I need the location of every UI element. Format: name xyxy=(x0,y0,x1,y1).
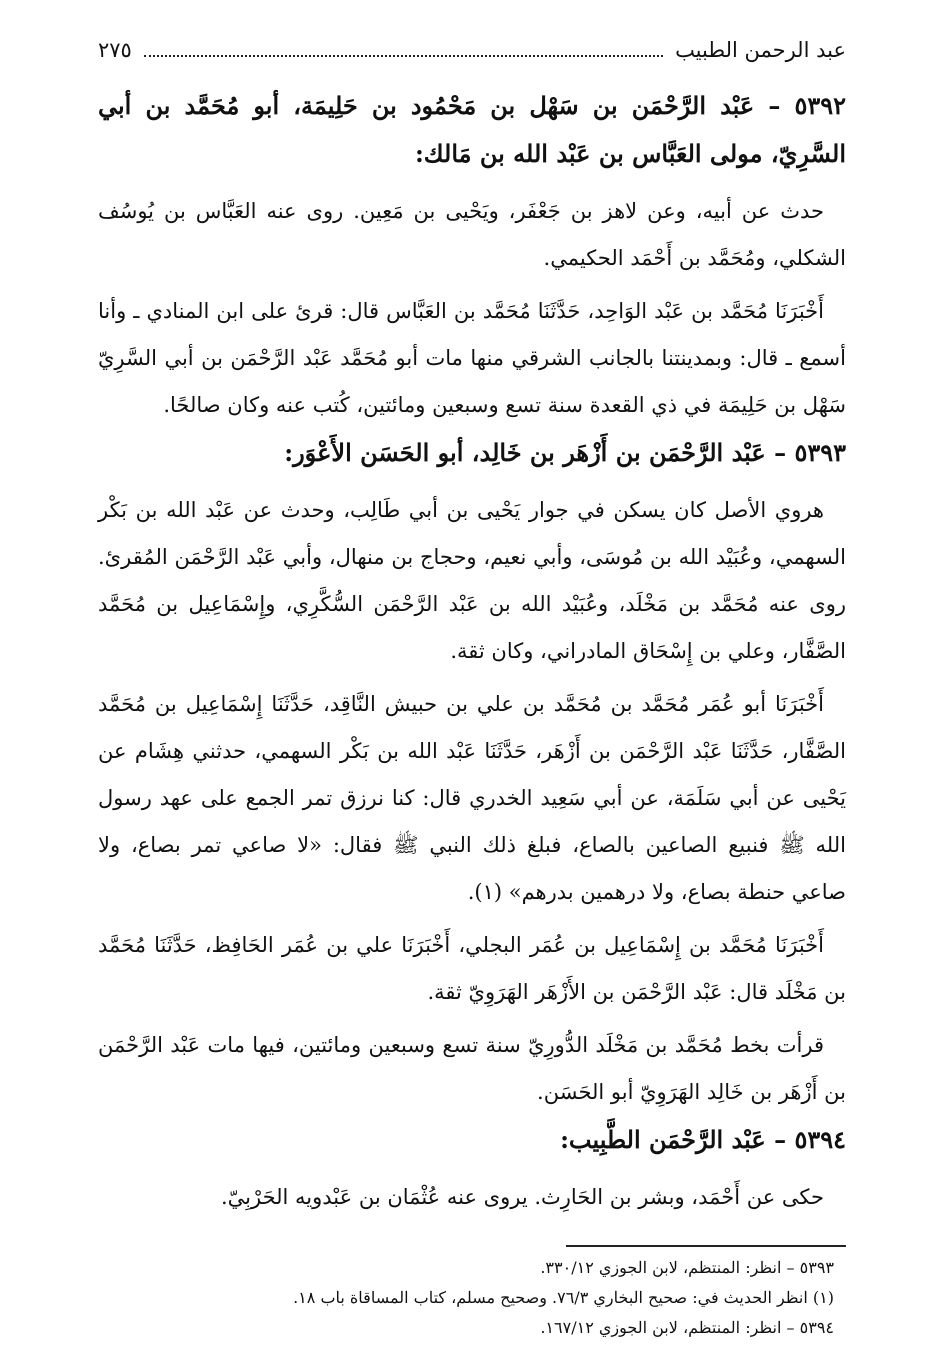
entry-paragraph: هروي الأصل كان يسكن في جوار يَحْيى بن أبي طَالِب، وحدث عن عَبْد الله بن بَكْر السهمي، وعُبَيْد الله بن مُوسَى، وأبي نعيم، وحجاج بن منهال، وأبي عَبْد الرَّحْمَن المُقرئ. روى عنه مُحَمَّد بن مَخْلَد، وعُبَيْد الله بن عَبْد الرَّحْمَن السُّكَّرِي، وإِسْمَاعِيل بن مُحَمَّد الصَّفَّار، وعلي بن إِسْحَاق المادراني، وكان ثقة. xyxy=(98,498,846,663)
entry-5392 xyxy=(98,82,846,429)
page-number: ٢٧٥ xyxy=(98,38,132,62)
entry-paragraph: حكى عن أَحْمَد، وبشر بن الحَارِث. يروى عنه عُثْمَان بن عَبْدويه الحَرْبِيّ. xyxy=(220,1185,824,1209)
leader-dots xyxy=(144,55,663,57)
entry-paragraph: حدث عن أبيه، وعن لاهز بن جَعْفَر، ويَحْيى بن مَعِين. روى عنه العَبَّاس بن يُوسُف الشكلي، ومُحَمَّد بن أَحْمَد الحكيمي. xyxy=(98,199,846,270)
entry-heading: ٥٣٩٤ – عَبْد الرَّحْمَن الطَّبِيب: xyxy=(560,1125,846,1154)
footnote: (١) انظر الحديث في: صحيح البخاري ٧٦/٣. وصحيح مسلم، كتاب المساقاة باب ١٨. xyxy=(293,1288,834,1307)
running-head xyxy=(98,38,846,82)
footnotes xyxy=(98,1253,846,1343)
entry-paragraph: أَخْبَرَنَا أبو عُمَر مُحَمَّد بن مُحَمَّد بن علي بن حبيش النَّاقِد، حَدَّثَنَا إِسْمَاعِيل بن مُحَمَّد الصَّفَّار، حَدَّثَنَا عَبْد الرَّحْمَن بن أَزْهَر، حَدَّثَنَا عَبْد الله بن بَكْر السهمي، حدثني هِشَام عن يَحْيى عن أبي سَلَمَة، عن أبي سَعِيد الخدري قال: كنا نرزق تمر الجمع على عهد رسول الله ﷺ فنبيع الصاعين بالصاع، فبلغ ذلك النبي ﷺ فقال: «لا صاعي تمر بصاع، ولا صاعي حنطة بصاع، ولا درهمين بدرهم» (١). xyxy=(98,692,846,904)
running-head-title: عبد الرحمن الطبيب xyxy=(675,38,846,62)
footnote: ٥٣٩٣ – انظر: المنتظم، لابن الجوزي ٣٣٠/١٢. xyxy=(540,1258,834,1277)
entry-paragraph: أَخْبَرَنَا مُحَمَّد بن عَبْد الوَاحِد، حَدَّثَنَا مُحَمَّد بن العَبَّاس قال: قرئ على ابن المنادي ـ وأنا أسمع ـ قال: وبمدينتنا بالجانب الشرقي منها مات أبو مُحَمَّد عَبْد الرَّحْمَن بن أبي السَّرِيّ سَهْل بن حَلِيمَة في ذي القعدة سنة تسع وسبعين ومائتين، كُتب عنه وكان صالحًا. xyxy=(98,299,846,417)
entry-heading: ٥٣٩٢ – عَبْد الرَّحْمَن بن سَهْل بن مَحْمُود بن حَلِيمَة، أبو مُحَمَّد بن أبي السَّرِيّ، مولى العَبَّاس بن عَبْد الله بن مَالك: xyxy=(98,91,846,168)
footnote: ٥٣٩٤ – انظر: المنتظم، لابن الجوزي ١٦٧/١٢. xyxy=(540,1318,834,1337)
entry-5393 xyxy=(98,429,846,1116)
entry-heading: ٥٣٩٣ – عَبْد الرَّحْمَن بن أَزْهَر بن خَالِد، أبو الحَسَن الأَعْوَر: xyxy=(284,438,846,467)
entry-paragraph: أَخْبَرَنَا مُحَمَّد بن إِسْمَاعِيل بن عُمَر البجلي، أَخْبَرَنَا علي بن عُمَر الحَافِظ، حَدَّثَنَا مُحَمَّد بن مَخْلَد قال: عَبْد الرَّحْمَن بن الأَزْهَر الهَرَوِيّ ثقة. xyxy=(98,933,846,1004)
entry-paragraph: قرأت بخط مُحَمَّد بن مَخْلَد الدُّورِيّ سنة تسع وسبعين ومائتين، فيها مات عَبْد الرَّحْمَن بن أَزْهَر بن خَالِد الهَرَوِيّ أبو الحَسَن. xyxy=(98,1033,846,1104)
entry-5394 xyxy=(98,1116,846,1221)
footnote-divider xyxy=(566,1245,846,1247)
